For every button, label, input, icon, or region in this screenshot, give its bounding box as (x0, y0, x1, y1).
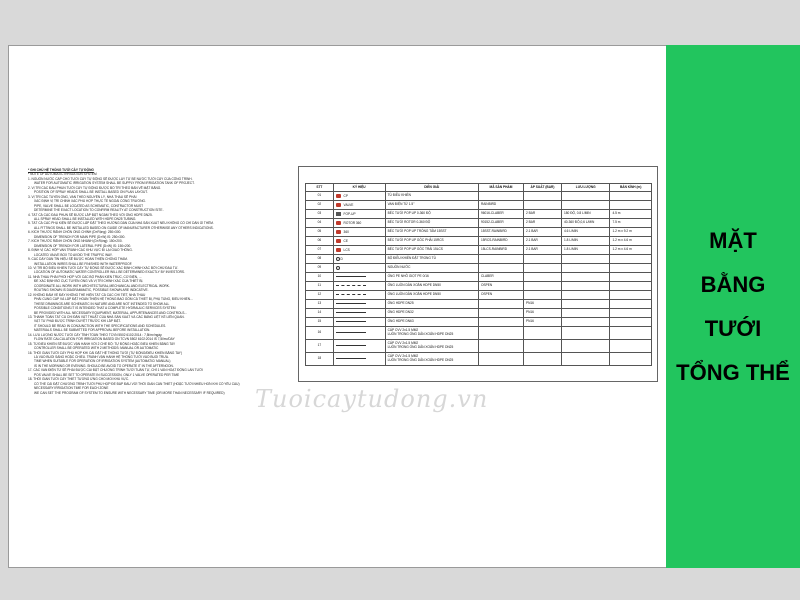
note-line: 9. CÁC DÂY DẪN TÍN HIỆU SẼ ĐƯỢC HOÀN THIỆN CHỐNG THẤM. (28, 257, 128, 262)
symbol-label: FOP-UP (342, 211, 356, 216)
pipe-symbol-icon (336, 345, 366, 346)
notes-lines (28, 177, 271, 395)
legend-cell-pressure (523, 340, 561, 353)
legend-header-cell: ÁP SUẤT (BAR) (523, 184, 561, 192)
legend-cell-flow (562, 327, 610, 340)
legend-cell-flow: 1.8 L/MIN (562, 246, 610, 255)
symbol-label: CE (342, 238, 348, 243)
legend-cell-pressure: 2.1 BAR (523, 237, 561, 246)
legend-cell-symbol (333, 264, 385, 273)
legend-row (306, 255, 652, 264)
legend-cell-radius (610, 282, 652, 291)
legend-cell-desc: ỐNG LUỒN DÂN XOẮN HDPE DN50 (385, 291, 478, 300)
legend-row (306, 246, 652, 255)
legend-cell-flow (562, 201, 610, 210)
symbol-label: CP (342, 193, 348, 198)
legend-cell-stt: 14 (306, 309, 334, 318)
legend-cell-radius (610, 264, 652, 273)
legend-cell-code (478, 340, 523, 353)
legend-cell-code (478, 309, 523, 318)
pipe-symbol-icon (336, 321, 366, 322)
legend-cell-code (478, 264, 523, 273)
pipe-symbol-icon (336, 276, 366, 277)
legend-row (306, 353, 652, 366)
plan-title-line: MẶT (709, 227, 757, 253)
legend-cell-code: OSPEN (478, 291, 523, 300)
legend-cell-flow (562, 340, 610, 353)
note-line: 7. KÍCH THƯỚC RÃNH CHÔN ỐNG NHÁNH (D×Rộng): 150×200. (28, 239, 123, 244)
note-line: DIMENSION OF TRENCH FOR LATERAL PIPE (D×W) IS: 150×200. (34, 243, 132, 248)
legend-cell-radius: 1.2 m x 9.2 m (610, 228, 652, 237)
legend-cell-pressure: PN16 (523, 318, 561, 327)
legend-cell-symbol (333, 353, 385, 366)
dashed-pipe-symbol-icon (336, 285, 366, 286)
legend-cell-stt: 03 (306, 210, 334, 219)
legend-cell-code: 15RCS-RAINBIRD (478, 237, 523, 246)
legend-cell-stt: 01 (306, 192, 334, 201)
note-line: LOCATED VALVE BOX TO AVOID THE TRAFFIC WAY. (34, 252, 113, 257)
notes-subtitle: * NOTE OF AUTOMATIC IRRIGATION SYSTEM (28, 172, 97, 177)
legend-cell-pressure (523, 273, 561, 282)
legend-cell-flow (562, 291, 610, 300)
legend-cell-radius (610, 273, 652, 282)
legend-cell-code: 90152-CLABER (478, 219, 523, 228)
legend-cell-pressure: PN16 (523, 309, 561, 318)
legend-cell-flow (562, 300, 610, 309)
note-line: ALL FITTINGS SHALL BE INSTALLED BASED ON GUIDE OF MANUFACTURER OTHERWISE ANY OTHERS INDICATIONS. (34, 225, 214, 230)
legend-cell-pressure (523, 264, 561, 273)
legend-table (305, 183, 652, 366)
note-line: NECESSARY IRRIGATION TIME FOR EACH ZONE (34, 386, 109, 391)
irrigation-notes (28, 168, 271, 395)
symbol-label: D (339, 256, 343, 261)
legend-cell-stt: 09 (306, 264, 334, 273)
note-line: 2. VỊ TRÍ CÁC ĐẦU PHUN TƯỚI CÂY TỰ ĐỘNG ĐƯỢC BỐ TRÍ THEO BẢN VẼ MẶT BẰNG. (28, 185, 162, 190)
legend-row (306, 228, 652, 237)
legend-header-cell: MÃ SẢN PHẨM (478, 184, 523, 192)
legend-cell-flow (562, 353, 610, 366)
note-line: 17. CÁC VAN ĐIỆN TỪ SẼ PHẢI ĐƯỢC CÀI ĐẶT CHƯƠNG TRÌNH TƯỚI TUẦN TỰ, CHỈ 1 VAN HOẠT ĐỘNG LẦN TƯỚI (28, 368, 203, 373)
legend-cell-radius (610, 192, 652, 201)
legend-cell-radius: 7.5 m (610, 219, 652, 228)
symbol-label: VALVE (342, 202, 354, 207)
legend-cell-radius (610, 318, 652, 327)
legend-row (306, 237, 652, 246)
note-line: BE PROVIDED WITH ALL NECESSARY EQUIPMENT, MATERIAL, APPURTENANCES AND CONTROLS... (34, 310, 188, 315)
legend-cell-desc: ỐNG HDPE DN32 (385, 309, 478, 318)
legend-cell-pressure (523, 201, 561, 210)
legend-cell-symbol (333, 282, 385, 291)
legend-cell-desc: ỐNG LUỒN DÂN XOẮN HDPE DN50 (385, 282, 478, 291)
legend-cell-radius: 1.2 m x 4.6 m (610, 246, 652, 255)
sprinkler-symbol-icon (336, 221, 341, 225)
note-line: PHẢI CUNG CẤP VÀ LẮP ĐẶT HOÀN THIỆN HỆ THỐNG BAO GỒM CẢ THIẾT BỊ, PHỤ TÙNG, ĐIỀU KHIỂN... (34, 297, 193, 302)
legend-cell-pressure (523, 291, 561, 300)
legend-cell-code: OSPEN (478, 282, 523, 291)
legend-cell-symbol (333, 309, 385, 318)
legend-cell-pressure: PN16 (523, 300, 561, 309)
note-line: 11. NHÀ THẦU PHẢI PHỐI HỢP VỚI CÁC BỘ PHẬN KIẾN TRÚC, CƠ ĐIỆN, ... (28, 274, 142, 279)
legend-cell-stt: 12 (306, 291, 334, 300)
note-line: PIPE, VALVE SHALL BE LOCATED AS SCHEMATIC, CONTRACTOR MUST (34, 203, 144, 208)
note-line: COORDINATE ALL WORK WITH ARCHITECTURAL,MECHANICAL AND ELECTRICAL WORK. (34, 283, 170, 288)
note-line: IS IN THE MORNING OR EVENING. SHOULD BE AVOID TO OPERATE IT IN THE AFTERNOON. (34, 363, 174, 368)
symbol-label: LCS (342, 247, 350, 252)
desc-part: LUỒN TRONG ỐNG DÂN XOẮN HDPE DN25 (387, 345, 454, 349)
note-line: ALL SPRAY HEAD SHALL BE INSTALLED WITH HDPE DN25 TUBING. (34, 216, 137, 221)
legend-row (306, 291, 652, 300)
legend-cell-desc: ỐNG HDPE DN63 (385, 318, 478, 327)
legend-cell-pressure: 2 BAR (523, 219, 561, 228)
legend-cell-symbol (333, 201, 385, 210)
legend-row (306, 264, 652, 273)
legend-cell-stt: 15 (306, 318, 334, 327)
legend-cell-symbol (333, 291, 385, 300)
legend-cell-stt: 13 (306, 300, 334, 309)
legend-header-cell: STT (306, 184, 334, 192)
note-line: WATER FOR AUTOMATIC IRRIGATION SYSTEM SHALL BE SUPPLY FROM IRRIGATION TANK OF PROJECT. (34, 181, 195, 186)
plan-title-line: TƯỚI (704, 315, 762, 341)
note-line: DIMENSION OF TRENCH FOR MAIN PIPE (D×W) IS: 250×300. (34, 234, 126, 239)
legend-cell-flow (562, 282, 610, 291)
plan-title-line: BẰNG (700, 271, 766, 297)
note-line: INSTALLATION WIRES SHALL BE FINISHED WITH WATERPROOF. (34, 261, 133, 266)
legend-cell-code: 15SST-RAINBIRD (478, 228, 523, 237)
legend-row (306, 318, 652, 327)
legend-cell-stt: 04 (306, 219, 334, 228)
legend-cell-flow (562, 309, 610, 318)
legend-cell-stt: 11 (306, 282, 334, 291)
legend-cell-symbol (333, 318, 385, 327)
sprinkler-symbol-icon (336, 194, 341, 198)
legend-cell-stt: 05 (306, 228, 334, 237)
note-line: 14. LƯU LƯỢNG NƯỚC TƯỚI CÂY TÍNH TOÁN THEO TCVN 5502 6102:2014 : 7,5l/m²/ngày. (28, 332, 163, 337)
legend-cell-code (478, 255, 523, 264)
legend-header-row (306, 184, 652, 192)
note-line: MATERIALS SHALL BE SUBMITTED FOR APPROVAL BEFORE INSTALLATION. (34, 328, 151, 333)
circle-symbol-icon (336, 266, 340, 270)
legend-cell-symbol (333, 340, 385, 353)
legend-cell-radius (610, 300, 652, 309)
legend-cell-desc (385, 353, 478, 366)
legend-cell-radius (610, 255, 652, 264)
legend-cell-flow (562, 192, 610, 201)
note-line: WE CAN SET THE PROGRAM OF SYSTEM TO ENSURE WITH NECESSARY TIME (OR MORE THAN NECESSARY IF REQUIRED) (34, 390, 225, 395)
legend-cell-pressure: 2 BAR (523, 210, 561, 219)
note-line: 10. VỊ TRÍ BỘ ĐIỀU KHIỂN TƯỚI CÂY TỰ ĐỘNG SẼ ĐƯỢC XÁC ĐỊNH CHÍNH XÁC BỞI CHỦ ĐẦU TƯ. (28, 265, 179, 270)
legend-cell-stt: 07 (306, 246, 334, 255)
legend-cell-code: CLABER (478, 273, 523, 282)
notes-title: * GHI CHÚ HỆ THỐNG TƯỚI CÂY TỰ ĐỘNG (28, 168, 94, 172)
desc-part: LUỒN TRONG ỐNG DÂN XOẮN HDPE DN25 (387, 332, 454, 336)
note-line: 3. VỊ TRÍ CÁC TUYẾN ỐNG, VAN THEO NGUYÊN LÝ, NHÀ THẦU SẼ PHẢI (28, 194, 137, 199)
pipe-symbol-icon (336, 358, 366, 359)
legend-cell-stt: 06 (306, 237, 334, 246)
legend-row (306, 282, 652, 291)
legend-cell-desc (385, 340, 478, 353)
legend-cell-code (478, 327, 523, 340)
legend-cell-pressure (523, 255, 561, 264)
legend-cell-pressure: 2.1 BAR (523, 228, 561, 237)
legend-cell-flow (562, 318, 610, 327)
legend-row (306, 340, 652, 353)
legend-cell-desc: BÉC TƯỚI POP UP GÓC PHẢI 15RCS (385, 237, 478, 246)
note-line: LOCATION OF AUTOMATIC WATER CONTROLLER WILL BE DETERMINED EXACTLY BY INVESTORS. (34, 270, 185, 275)
note-line: CÓ THỂ CÀI ĐẶT CHƯƠNG TRÌNH TƯỚI PHÙ HỢP ĐỂ ĐÁP ĐẦU VỚI THỜI GIAN CẦN THIẾT (HOẶC TƯỚI NHIỀU HƠN KHI CÓ YÊU CẦU) (34, 381, 240, 386)
legend-cell-desc: BÉC TƯỚI POP UP GÓC TRÁI 15LCS (385, 246, 478, 255)
legend-cell-radius (610, 327, 652, 340)
legend-cell-flow (562, 255, 610, 264)
note-line: POSSIBLE CONDITIONS.IT IS INTENDED THAT A COMPLETE HYDRAULIC SERVICES SYSTEM (34, 306, 176, 311)
legend-cell-code (478, 353, 523, 366)
legend-row (306, 327, 652, 340)
legend-cell-desc: BÉC TƯỚI POP UP 0-360 ĐỘ (385, 210, 478, 219)
desc-part: CÁP CVV 2x1.5 MM2 (387, 328, 419, 333)
legend-header-cell: KÝ HIỆU (333, 184, 385, 192)
note-line: 6. KÍCH THƯỚC RÃNH CHÔN ỐNG CHÍNH (D×Rộng): 250×300. (28, 230, 122, 235)
legend-cell-pressure (523, 282, 561, 291)
sprinkler-symbol-icon (336, 248, 341, 252)
legend-cell-code (478, 318, 523, 327)
pipe-symbol-icon (336, 332, 366, 333)
note-line: CONTROLLER SHALL BE OPERATED WITH 2 METHODS: MANUAL OR AUTOMATIC (34, 346, 159, 351)
note-line: 5. TẤT CẢ CÁC PHỤ KIỆN SẼ ĐƯỢC LẮP ĐẶT THEO HƯỚNG DẪN CỦA NHÀ SẢN XUẤT NẾU KHÔNG CÓ CHỈ DẪN GÌ THÊM. (28, 221, 214, 226)
legend-cell-desc: ỐNG HDPE DN25 (385, 300, 478, 309)
legend-cell-radius (610, 201, 652, 210)
sprinkler-symbol-icon (336, 239, 341, 243)
plan-title (676, 219, 790, 395)
legend-cell-symbol (333, 327, 385, 340)
legend-cell-radius (610, 309, 652, 318)
note-line: 16. THỜI GIAN TƯỚI CÂY PHÙ HỢP KHI CÀI ĐẶT HỆ THỐNG TƯỚI (TỰ ĐỘNG/ĐIỀU KHIỂN BẰNG TAY) (28, 350, 182, 355)
legend-cell-stt: 17 (306, 340, 334, 353)
pipe-symbol-icon (336, 312, 366, 313)
legend-cell-flow: 1.8 L/MIN (562, 237, 610, 246)
title-panel (666, 45, 800, 568)
legend-cell-desc: BỘ ĐIỀU KHIỂN ĐẶT TRONG TỦ (385, 255, 478, 264)
legend-cell-symbol (333, 192, 385, 201)
legend-cell-flow: 180 ĐỘ, 0.8 L/MIN (562, 210, 610, 219)
note-line: ĐỂ XÁC ĐỊNH BỐ CỤC TUYẾN ỐNG VÀ VỊ TRÍ CHÍNH XÁC CỦA THIẾT BỊ. (34, 279, 144, 284)
legend-cell-radius: 4.5 m (610, 210, 652, 219)
legend-cell-symbol (333, 273, 385, 282)
plan-title-line: TỔNG THỂ (676, 359, 790, 385)
note-line: VẬT TƯ PHẢI ĐƯỢC TRÌNH DUYỆT TRƯỚC KHI LẮP ĐẶT. (34, 319, 121, 324)
symbol-label: 360 (342, 229, 349, 234)
legend-cell-symbol (333, 237, 385, 246)
note-line: 8. ĐỊNH VỊ CÁC HỘP VAN TRÁNH CÁC KHU VỰC ĐI LẠI GIAO THÔNG. (28, 248, 133, 253)
legend-header-cell: DIỄN GIẢI (385, 184, 478, 192)
desc-part: CÁP CVV 2x1.5 MM2 (387, 341, 419, 346)
legend-cell-radius (610, 340, 652, 353)
legend-cell-symbol (333, 219, 385, 228)
legend-cell-desc: BÉC TƯỚI ROTOR 0-360 ĐỘ (385, 219, 478, 228)
note-line: 1. NGUỒN NƯỚC CẤP CHO TƯỚI CÂY TỰ ĐỘNG SẼ ĐƯỢC LẤY TỪ BỂ NƯỚC TƯỚI CÂY CỦA CÔNG TRÌNH. (28, 176, 193, 181)
legend-row (306, 309, 652, 318)
legend-cell-flow (562, 273, 610, 282)
legend-cell-pressure (523, 327, 561, 340)
dashed-pipe-symbol-icon (336, 294, 366, 295)
legend-cell-radius (610, 353, 652, 366)
note-line: POSITION OF SPRAY HEADS SHALL BE INSTALL BASED ON PLAN LAYOUT. (34, 190, 148, 195)
legend-cell-desc (385, 327, 478, 340)
note-line: LÀ VÀO BUỔI SÁNG HOẶC CHIỀU. TRÁNH VẬN HÀNH HỆ THỐNG TƯỚI VÀO BUỔI TRƯA. (34, 355, 169, 360)
legend-cell-desc: TỦ ĐIỀU KHIỂN (385, 192, 478, 201)
note-line: XÁC ĐỊNH VỊ TRÍ CHÍNH XÁC PHÙ HỢP THỰC TẾ NGOÀI CÔNG TRƯỜNG. (34, 199, 146, 204)
legend-cell-symbol (333, 255, 385, 264)
note-line: IT SHOULD BE READ IN CONJUNCTION WITH THE SPECIFICATIONS AND SCHEDULES. (34, 323, 167, 328)
legend-cell-symbol (333, 210, 385, 219)
legend-cell-code: RAINBIRD (478, 201, 523, 210)
note-line: POS VALVE SHALL BE SET TO OPERATE IN SUCCESSION, ONLY 1 VALVE OPERATED PER TIME (34, 372, 180, 377)
legend-cell-stt: 18 (306, 353, 334, 366)
legend-cell-stt: 10 (306, 273, 334, 282)
legend-cell-desc: BÉC TƯỚI POP UP TRÒNG TÂM 15SST (385, 228, 478, 237)
legend-row (306, 273, 652, 282)
note-line: ROUTING SHOWN IS DIAGRAMMATIC, POSSIBLE SHOWN ARE INDICATIVE. (34, 288, 149, 293)
legend-cell-radius: 1.2 m x 4.6 m (610, 237, 652, 246)
legend-cell-flow: 40-360 ĐỘ,0,6 L/MIN (562, 219, 610, 228)
legend-cell-symbol (333, 300, 385, 309)
watermark: Tuoicaytudong.vn (255, 385, 489, 413)
legend-cell-flow: 4.6 L/MIN (562, 228, 610, 237)
legend-cell-code (478, 192, 523, 201)
legend-cell-stt: 16 (306, 327, 334, 340)
legend-cell-desc: VAN ĐIỆN TỪ 1.5" (385, 201, 478, 210)
legend-row (306, 201, 652, 210)
note-line: 13. THANH TOÁN TẤT CẢ CHI ĐÃN VẬT THUẬT CỦA NHÀ SẢN XUẤT VÀ CÁC BẢNG LIỆT KÊ LIÊN QUAN. (28, 314, 185, 319)
note-line: FLOW RATE CALCULATION FOR IRRIGATION BASED ON TCVN 5502 6102:2014 IS 7,5l/m²/DAY (34, 337, 175, 342)
legend-cell-code: 15LCS-RAINBIRD (478, 246, 523, 255)
legend-cell-symbol (333, 246, 385, 255)
note-line: 18. THỜI GIAN TƯỚI CÂY THIẾT TƯƠNG ỨNG CHO MỖI KHU VỰC. (28, 377, 130, 382)
legend-cell-pressure (523, 353, 561, 366)
desc-part: CÁP CVV 2x1.5 MM2 (387, 354, 419, 359)
legend-cell-code (478, 300, 523, 309)
pipe-symbol-icon (336, 303, 366, 304)
legend-row (306, 192, 652, 201)
sprinkler-symbol-icon (336, 203, 341, 207)
legend-cell-pressure (523, 192, 561, 201)
legend-cell-pressure: 2.1 BAR (523, 246, 561, 255)
legend-cell-symbol (333, 228, 385, 237)
note-line: 4. TẤT CẢ CÁC ĐẦU PHUN SẼ ĐƯỢC LẮP ĐẶT NGÀM THEO VỚI ỐNG HDPE DN25. (28, 212, 153, 217)
popup-symbol-icon (336, 212, 341, 216)
legend-header-cell: BÁN KÍNH (m) (610, 184, 652, 192)
legend-cell-flow (562, 264, 610, 273)
note-line: TIME WHEN SUITABLE FOR OPERATION OF IRRIGATION SYSTEM (AUTOMATIC/ MANUAL) (34, 359, 171, 364)
legend-cell-desc: ỐNG PE NHỎ GIỌT PE 0/16 (385, 273, 478, 282)
legend-cell-stt: 02 (306, 201, 334, 210)
sprinkler-symbol-icon (336, 230, 341, 234)
legend-cell-stt: 08 (306, 255, 334, 264)
note-line: 12. KHÔNG ĐẢM VỀ ĐÂY KHÔNG THỂ HIỆN TẤT CẢ CÁC CHI TIẾT, NHÀ THẦU (28, 292, 146, 297)
legend-table-frame (298, 166, 658, 382)
legend-row (306, 219, 652, 228)
legend-row (306, 300, 652, 309)
legend-body (306, 192, 652, 366)
legend-cell-radius (610, 291, 652, 300)
legend-row (306, 210, 652, 219)
note-line: THESE DRAWINGS ARE SCHEMATIC IN NATURE AND ARE NOT INTENDED TO SHOW ALL (34, 301, 170, 306)
symbol-label: ROTOR 360 (342, 220, 362, 225)
desc-part: LUỒN TRONG ỐNG DÂN XOẮN HDPE DN25 (387, 358, 454, 362)
legend-header-cell: LƯU LƯỢNG (562, 184, 610, 192)
legend-cell-code: 96016-CLABER (478, 210, 523, 219)
note-line: DETERMINE THE EXACT LOCATION TO CONFIRM REALITY AT CONSTRUCTION SITE . (34, 208, 165, 213)
note-line: 15. TỦ ĐIỀU KHIỂN SẼ ĐƯỢC VẬN HÀNH VỚI 2 CHẾ ĐỘ: TỰ ĐỘNG HOẶC ĐIỀU KHIỂN BẰNG TAY (28, 341, 176, 346)
legend-cell-desc: NGUỒN NƯỚC (385, 264, 478, 273)
